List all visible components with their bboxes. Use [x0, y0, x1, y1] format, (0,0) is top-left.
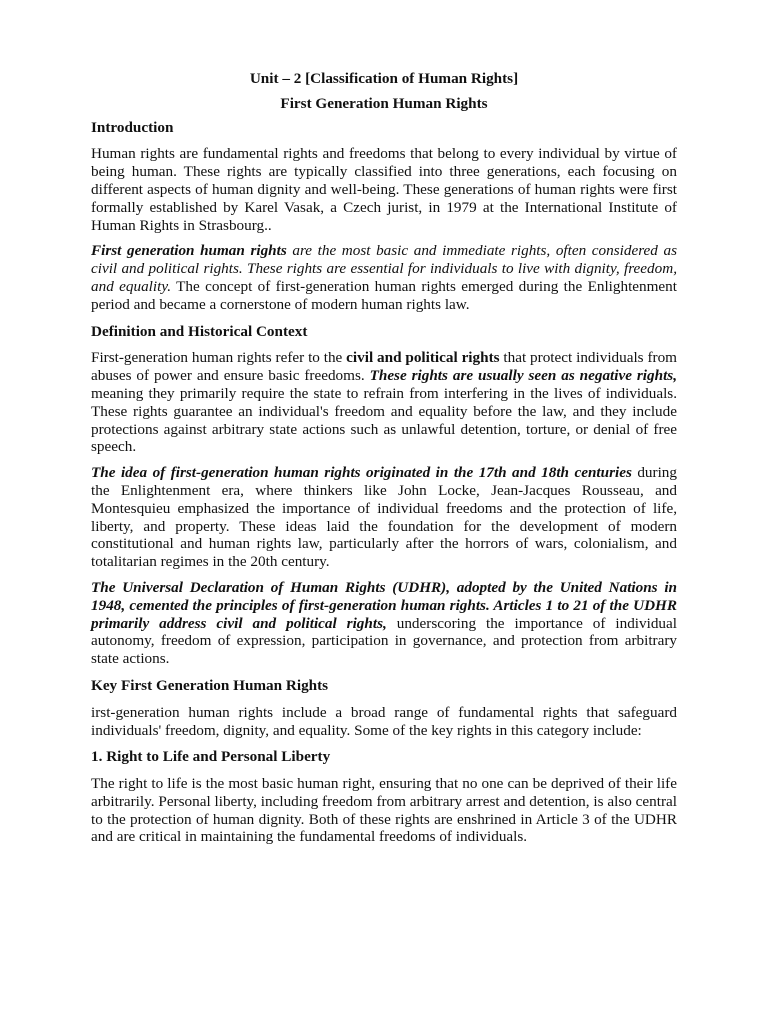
document-subtitle: First Generation Human Rights	[280, 94, 488, 112]
definition-heading: Definition and Historical Context	[91, 322, 308, 340]
intro-paragraph-1	[91, 145, 677, 234]
def-p1-part-e: meaning they primarily require the state to refrain from interfering in the lives of individuals. These rights guarantee an individual's freedom and equality before the law, and they include protections against arbitrary state actions such as unlawful detention, torture, or denial of free speech.	[91, 384, 677, 456]
def-p2-regular: during the Enlightenment era, where thinkers like John Locke, Jean-Jacques Rousseau, and Montesquieu emphasized the importance of individual freedoms and the protection of life, liberty, and property. These ideas laid the foundation for the development of modern constitutional and human rights law, particularly after the horrors of wars, colonialism, and totalitarian regimes in the 20th century.	[91, 464, 677, 571]
introduction-heading: Introduction	[91, 118, 174, 136]
definition-paragraph-2	[91, 464, 677, 571]
unit-title: Unit – 2 [Classification of Human Rights]	[249, 70, 519, 87]
definition-paragraph-3	[91, 579, 677, 668]
intro-p2-regular: The concept of first-generation human rights emerged during the Enlightenment period and became a cornerstone of modern human rights law.	[91, 277, 677, 313]
key-rights-heading: Key First Generation Human Rights	[91, 676, 329, 694]
def-p2-bold-italic: The idea of first-generation human rights originated in the 17th and 18th centuries	[91, 464, 632, 482]
def-p1-bold-italic: These rights are usually seen as negative rights,	[369, 367, 677, 385]
definition-paragraph-1	[91, 349, 677, 456]
right-to-life-heading: 1. Right to Life and Personal Liberty	[91, 748, 331, 766]
def-p3-regular: underscoring the importance of individual autonomy, freedom of expression, participation in governance, and protection from arbitrary state actions.	[91, 614, 677, 668]
document-page	[91, 70, 677, 846]
intro-p2-bold-italic: First generation human rights	[91, 242, 287, 260]
right-to-life-paragraph	[91, 775, 677, 846]
intro-paragraph-1-text: Human rights are fundamental rights and freedoms that belong to every individual by virtue of being human. These rights are typically classified into three generations, each focusing on different aspects of human dignity and well-being. These generations of human rights were first formally established by Karel Vasak, a Czech jurist, in 1979 at the International Institute of Human Rights in Strasbourg..	[91, 145, 677, 234]
intro-paragraph-2	[91, 242, 677, 313]
def-p1-bold: civil and political rights	[346, 349, 500, 367]
def-p1-part-c: that protect individuals from abuses of power and ensure basic freedoms.	[91, 349, 677, 385]
right-to-life-paragraph-text: The right to life is the most basic human right, ensuring that no one can be deprived of their life arbitrarily. Personal liberty, including freedom from arbitrary arrest and detention, is also central to the protection of human dignity. Both of these rights are enshrined in Article 3 of the UDHR and are critical in maintaining the fundamental freedoms of individuals.	[91, 775, 677, 846]
def-p3-bold-italic: The Universal Declaration of Human Rights (UDHR), adopted by the United Nations in 1948, cemented the principles of first-generation human rights. Articles 1 to 21 of the UDHR primarily address civil and political rights,	[91, 578, 677, 632]
intro-p2-italic: are the most basic and immediate rights, often considered as civil and political rights. These rights are essential for individuals to live with dignity, freedom, and equality.	[91, 242, 677, 295]
def-p1-part-a: First-generation human rights refer to the	[91, 349, 347, 367]
key-rights-paragraph	[91, 704, 677, 740]
key-rights-paragraph-text: irst-generation human rights include a broad range of fundamental rights that safeguard individuals' freedom, dignity, and equality. Some of the key rights in this category include:	[91, 703, 677, 739]
